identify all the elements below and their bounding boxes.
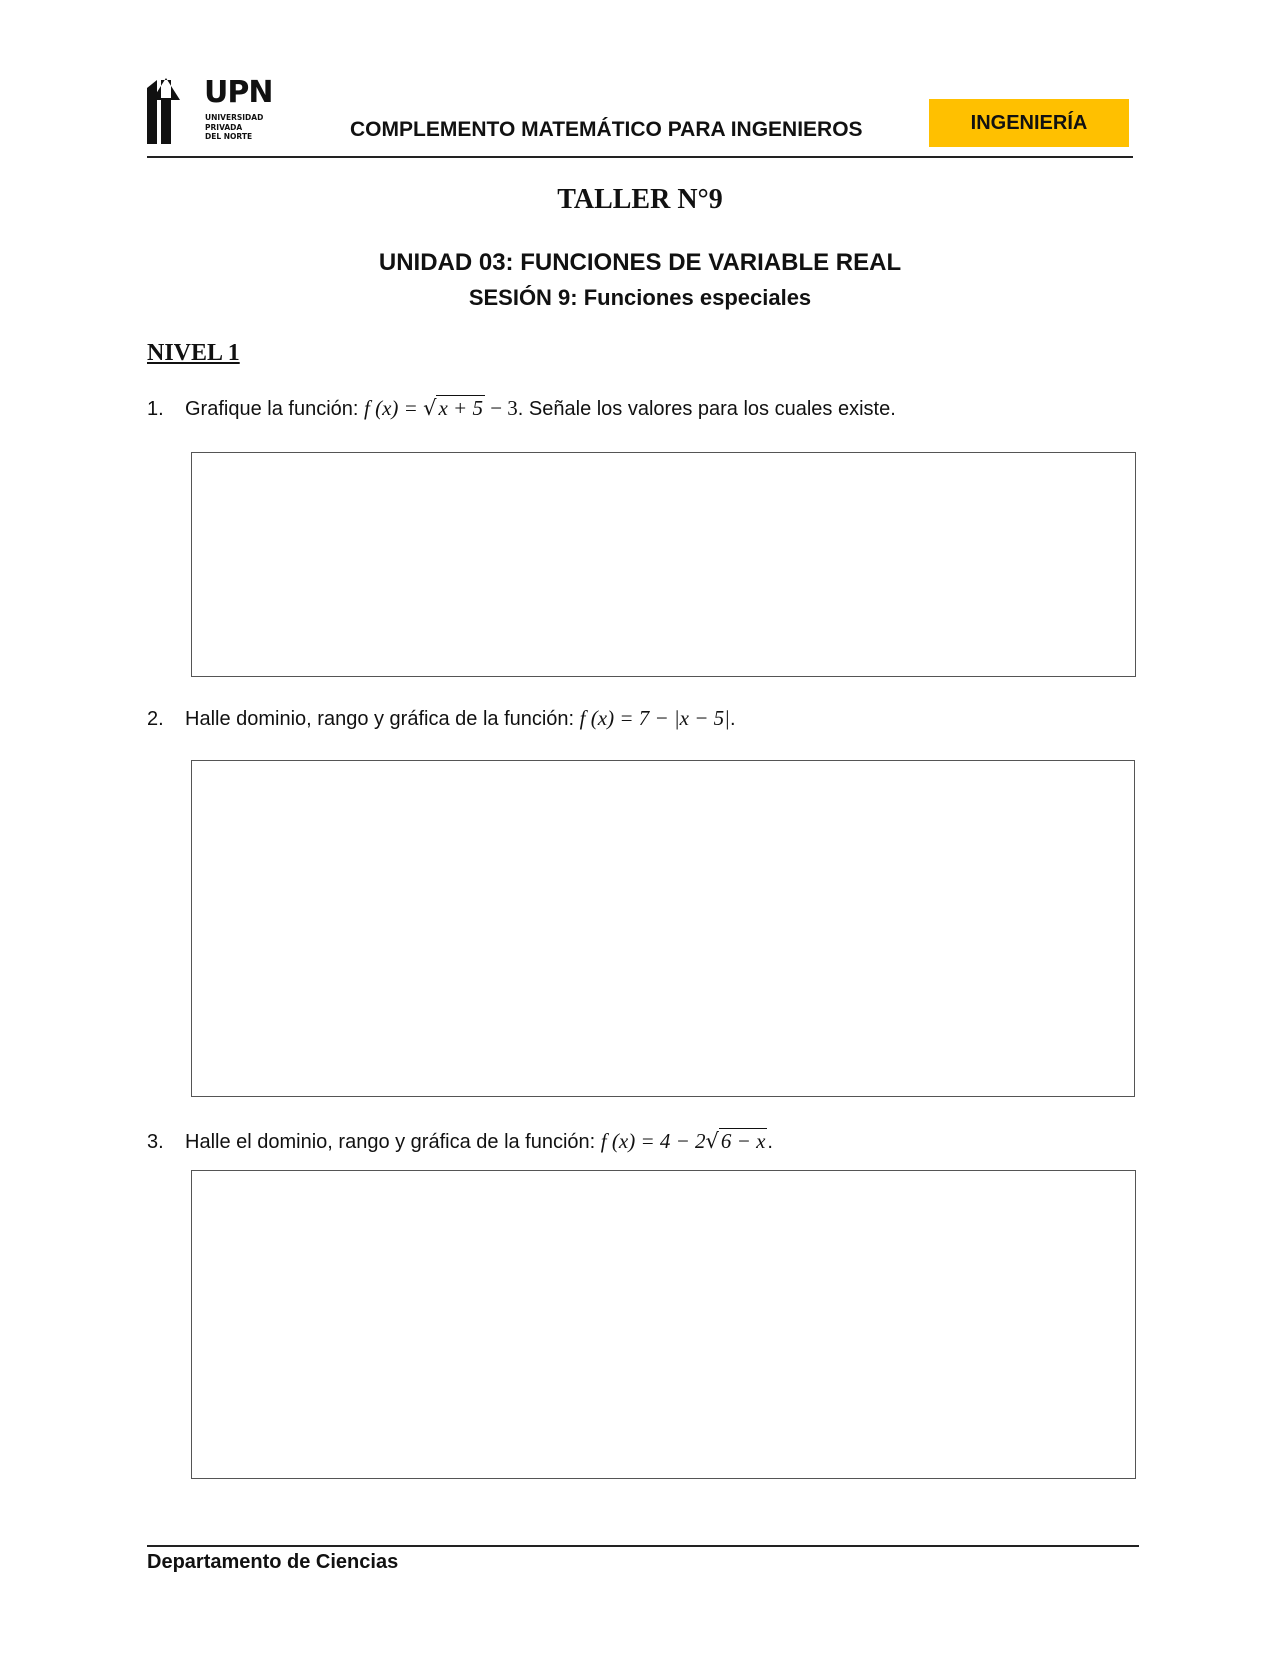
problem-2 (147, 706, 736, 731)
problem-tail: . Señale los valores para los cuales existe. (517, 398, 896, 420)
problem-tail: . (767, 1131, 773, 1153)
radicand: 6 − x (720, 1129, 766, 1153)
faculty-badge: INGENIERÍA (929, 99, 1129, 147)
problem-3 (147, 1129, 773, 1154)
radical-sign: √ (423, 396, 437, 420)
problem-number: 3. (147, 1131, 164, 1153)
course-title: COMPLEMENTO MATEMÁTICO PARA INGENIEROS (350, 118, 863, 141)
page-title: TALLER N°9 (557, 184, 723, 215)
answer-box-2[interactable] (191, 760, 1135, 1097)
problem-number: 1. (147, 398, 164, 420)
function-expression: f (x) = 4 − 2 (600, 1129, 706, 1153)
radical-sign: √ (705, 1129, 719, 1153)
function-expression: f (x) = 7 − |x − 5| (579, 706, 730, 730)
level-heading: NIVEL 1 (147, 340, 240, 366)
header-divider (147, 156, 1133, 158)
function-expression: f (x) = (364, 396, 424, 420)
problem-text: Halle el dominio, rango y gráfica de la función: (185, 1131, 601, 1153)
logo-subtitle: UNIVERSIDAD PRIVADA DEL NORTE (205, 113, 264, 141)
answer-box-1[interactable] (191, 452, 1136, 677)
problem-1 (147, 396, 896, 421)
problem-tail: . (729, 708, 736, 730)
unit-heading: UNIDAD 03: FUNCIONES DE VARIABLE REAL (378, 249, 902, 276)
answer-box-3[interactable] (191, 1170, 1136, 1479)
function-tail-expression: − 3 (484, 396, 518, 420)
radicand: x + 5 (438, 396, 483, 420)
problem-number: 2. (147, 708, 164, 730)
problem-text: Halle dominio, rango y gráfica de la función: (185, 708, 580, 730)
logo-wordmark: UPN (204, 75, 273, 110)
problem-text: Grafique la función: (185, 398, 364, 420)
session-heading: SESIÓN 9: Funciones especiales (468, 285, 812, 310)
footer-divider (147, 1545, 1139, 1547)
footer-text: Departamento de Ciencias (147, 1551, 399, 1573)
